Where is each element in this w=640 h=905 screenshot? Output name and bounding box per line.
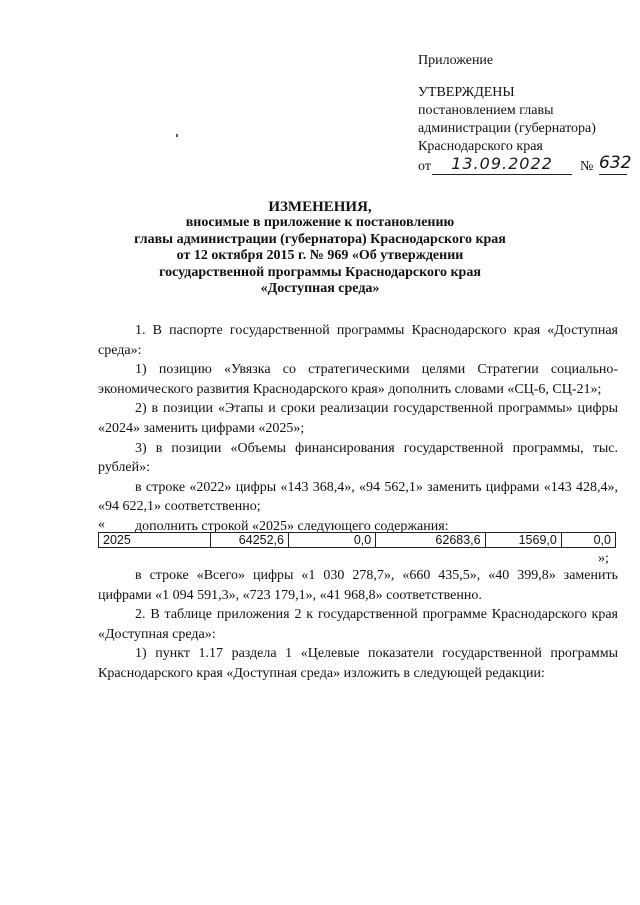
table-cell-extra: 0,0	[561, 533, 615, 548]
appendix-label: Приложение	[418, 53, 494, 68]
document-body-part-1	[98, 321, 618, 537]
approved-label: УТВЕРЖДЕНЫ	[418, 85, 515, 100]
document-body-part-2	[98, 566, 618, 684]
paragraph-8: 2. В таблице приложения 2 к государственной программе Краснодарского края «Доступная среда»:	[98, 607, 618, 642]
title-line-4: государственной программы Краснодарского края	[159, 264, 481, 280]
title-main: ИЗМЕНЕНИЯ,	[268, 199, 372, 215]
approved-by-line-1: постановлением главы	[418, 103, 554, 118]
quote-open: «	[98, 517, 105, 532]
title-line-3: от 12 октября 2015 г. № 969 «Об утверждении	[176, 248, 464, 264]
table-cell-regional: 62683,6	[376, 533, 485, 548]
title-line-5: «Доступная среда»	[260, 281, 380, 297]
table-cell-year: 2025	[99, 533, 211, 548]
paragraph-3: 2) в позиции «Этапы и сроки реализации государственной программы» цифры «2024» заменить цифрами «2025»;	[98, 401, 618, 436]
handwritten-date: 13.09.2022	[432, 154, 572, 175]
table-cell-federal: 0,0	[288, 533, 375, 548]
paragraph-9: 1) пункт 1.17 раздела 1 «Целевые показатели государственной программы Краснодарского края «Доступная среда» изложить в следующей редакции:	[98, 646, 618, 681]
financing-table	[98, 532, 616, 548]
table-cell-local: 1569,0	[485, 533, 561, 548]
from-label: от	[418, 159, 431, 174]
paragraph-6: дополнить строкой «2025» следующего содержания:	[135, 518, 449, 534]
approved-by-line-2: администрации (губернатора)	[418, 121, 596, 136]
number-label: №	[580, 159, 594, 174]
quote-close: »;	[598, 551, 609, 566]
scan-speck	[176, 134, 178, 137]
title-line-1: вносимые в приложение к постановлению	[185, 215, 455, 231]
paragraph-7: в строке «Всего» цифры «1 030 278,7», «660 435,5», «40 399,8» заменить цифрами «1 094 591,3», «723 179,1», «41 968,8» соответственно.	[98, 568, 618, 603]
decree-date-number-line	[418, 153, 632, 178]
document-title	[100, 199, 540, 297]
approval-block	[418, 52, 632, 178]
approved-by-line-3: Краснодарского края	[418, 139, 543, 154]
paragraph-5: в строке «2022» цифры «143 368,4», «94 562,1» заменить цифрами «143 428,4», «94 622,1» соответственно;	[98, 479, 618, 515]
paragraph-2: 1) позицию «Увязка со стратегическими целями Стратегии социально-экономического развития Краснодарского края» дополнить словами «СЦ-6, СЦ-21»;	[98, 362, 618, 397]
paragraph-4: 3) в позиции «Объемы финансирования государственной программы, тыс. рублей»:	[98, 440, 618, 476]
title-line-2: главы администрации (губернатора) Краснодарского края	[134, 231, 506, 247]
paragraph-1: 1. В паспорте государственной программы Краснодарского края «Доступная среда»:	[98, 323, 618, 358]
handwritten-number: 632	[599, 153, 632, 173]
table-cell-total: 64252,6	[210, 533, 288, 548]
table-row	[99, 533, 616, 548]
